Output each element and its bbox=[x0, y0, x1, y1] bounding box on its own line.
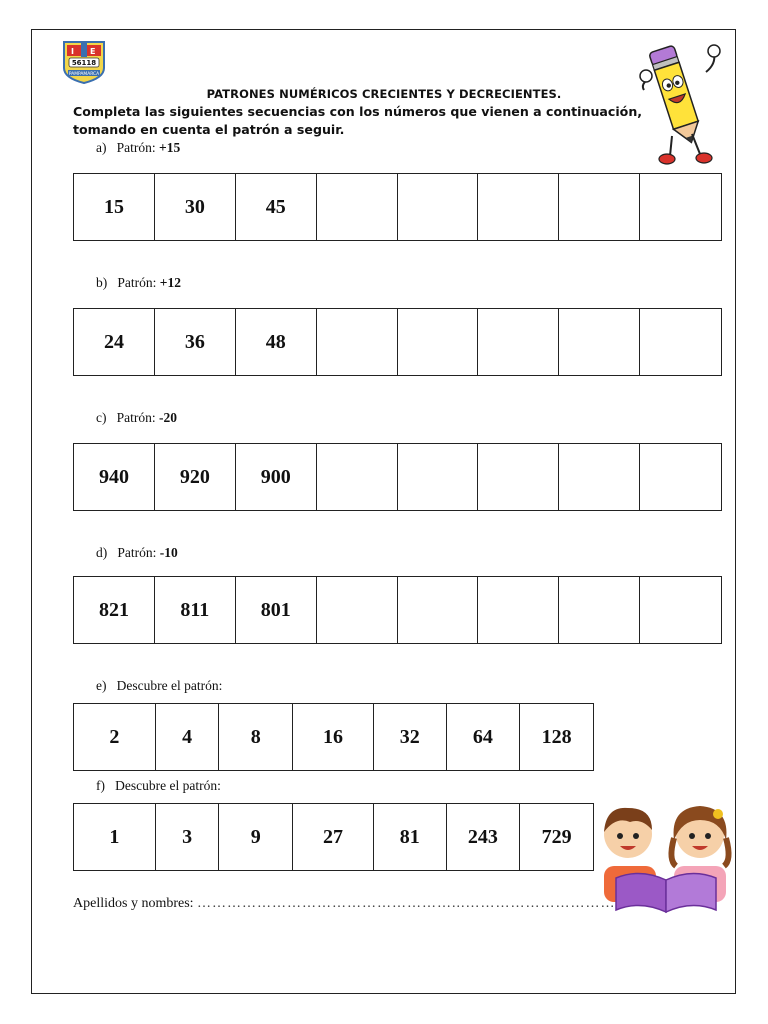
answer-cell[interactable] bbox=[317, 174, 398, 240]
answer-cell[interactable] bbox=[640, 174, 721, 240]
name-field-dots: ……………………………………………...………………………… bbox=[197, 896, 616, 911]
sequence-cell: 920 bbox=[155, 444, 236, 510]
sequence-cell: 729 bbox=[541, 825, 572, 848]
exercise-a-pattern: +15 bbox=[159, 140, 181, 155]
answer-cell[interactable] bbox=[640, 309, 721, 375]
answer-cell[interactable] bbox=[317, 444, 398, 510]
sequence-cell: 900 bbox=[236, 444, 317, 510]
exercise-b-pattern: +12 bbox=[159, 275, 181, 290]
answer-cell[interactable] bbox=[398, 309, 479, 375]
answer-cell[interactable] bbox=[478, 174, 559, 240]
answer-cell[interactable] bbox=[398, 444, 479, 510]
sequence-cell: 2 bbox=[74, 704, 156, 770]
sequence-cell: 48 bbox=[236, 309, 317, 375]
exercise-c-row bbox=[73, 443, 722, 511]
exercise-e-label: e) Descubre el patrón: bbox=[96, 678, 223, 693]
name-field[interactable] bbox=[73, 896, 616, 912]
svg-text:56118: 56118 bbox=[71, 59, 97, 67]
exercise-f-label: f) Descubre el patrón: bbox=[96, 778, 221, 793]
answer-cell[interactable] bbox=[398, 577, 479, 643]
kids-reading-icon bbox=[596, 800, 736, 918]
exercise-f-row bbox=[73, 803, 594, 871]
exercise-d-row bbox=[73, 576, 722, 644]
answer-cell[interactable] bbox=[398, 174, 479, 240]
sequence-cell: 45 bbox=[236, 174, 317, 240]
exercise-a-row bbox=[73, 173, 722, 241]
sequence-cell: 15 bbox=[74, 174, 155, 240]
exercise-c-label: c) Patrón: -20 bbox=[96, 410, 177, 425]
exercise-a-label: a) Patrón: +15 bbox=[96, 140, 181, 155]
sequence-cell: 821 bbox=[74, 577, 155, 643]
sequence-cell: 36 bbox=[155, 309, 236, 375]
sequence-cell: 9 bbox=[219, 804, 293, 870]
sequence-cell: 64 bbox=[447, 704, 521, 770]
school-logo-icon bbox=[60, 38, 108, 84]
svg-text:E: E bbox=[90, 47, 96, 56]
name-field-label: Apellidos y nombres: bbox=[73, 896, 194, 911]
exercise-d-label: d) Patrón: -10 bbox=[96, 545, 178, 560]
sequence-cell: 801 bbox=[236, 577, 317, 643]
answer-cell[interactable] bbox=[559, 174, 640, 240]
sequence-cell: 128 bbox=[541, 725, 572, 748]
exercise-d-pattern: -10 bbox=[159, 545, 178, 560]
sequence-cell: 811 bbox=[155, 577, 236, 643]
answer-cell[interactable] bbox=[317, 309, 398, 375]
svg-text:I: I bbox=[71, 47, 74, 56]
sequence-cell: 8 bbox=[219, 704, 293, 770]
sequence-cell: 24 bbox=[74, 309, 155, 375]
sequence-cell: 32 bbox=[374, 704, 447, 770]
svg-text:PAMPAMARCA: PAMPAMARCA bbox=[68, 72, 100, 77]
answer-cell[interactable] bbox=[478, 309, 559, 375]
sequence-cell: 27 bbox=[293, 804, 374, 870]
answer-cell[interactable] bbox=[478, 577, 559, 643]
worksheet-title: PATRONES NUMÉRICOS CRECIENTES Y DECRECIENTES. bbox=[206, 87, 562, 101]
sequence-cell: 16 bbox=[293, 704, 374, 770]
worksheet-instructions: Completa las siguientes secuencias con los números que vienen a continuación, tomando en cuenta el patrón a seguir. bbox=[73, 104, 643, 137]
sequence-cell: 81 bbox=[374, 804, 447, 870]
answer-cell[interactable] bbox=[478, 444, 559, 510]
sequence-cell: 3 bbox=[156, 804, 220, 870]
answer-cell[interactable] bbox=[640, 444, 721, 510]
sequence-cell: 243 bbox=[447, 804, 521, 870]
sequence-cell: 30 bbox=[155, 174, 236, 240]
exercise-b-label: b) Patrón: +12 bbox=[96, 275, 181, 290]
exercise-b-row bbox=[73, 308, 722, 376]
answer-cell[interactable] bbox=[640, 577, 721, 643]
answer-cell[interactable] bbox=[559, 309, 640, 375]
answer-cell[interactable] bbox=[317, 577, 398, 643]
answer-cell[interactable] bbox=[559, 444, 640, 510]
exercise-c-pattern: -20 bbox=[159, 410, 177, 425]
answer-cell[interactable] bbox=[559, 577, 640, 643]
sequence-cell: 1 bbox=[74, 804, 156, 870]
exercise-e-row bbox=[73, 703, 594, 771]
sequence-cell: 4 bbox=[156, 704, 220, 770]
sequence-cell: 940 bbox=[74, 444, 155, 510]
